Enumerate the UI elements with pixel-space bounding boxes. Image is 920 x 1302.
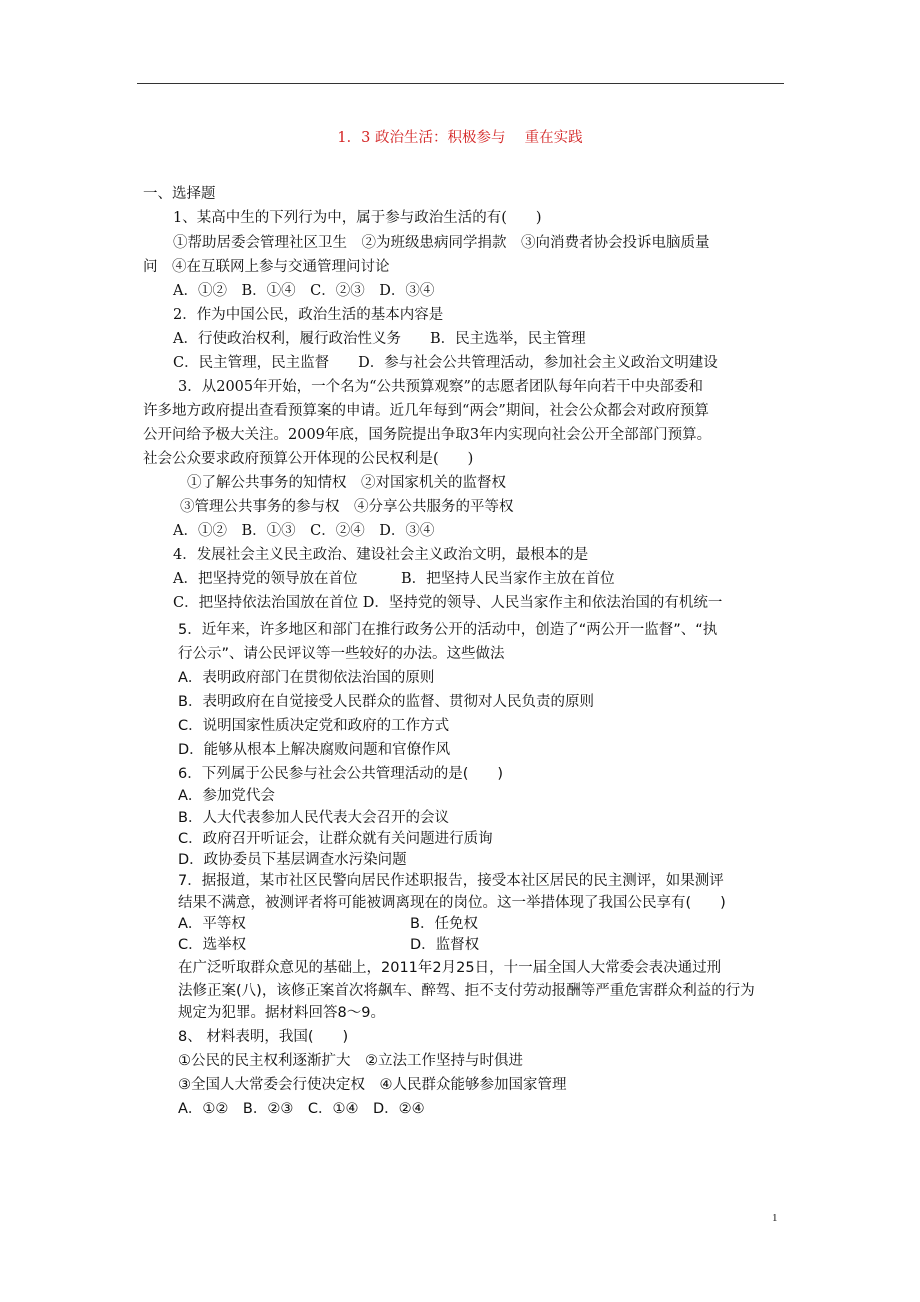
q3-line2: 许多地方政府提出查看预算案的申请。近几年每到“两会”期间，社会公众都会对政府预算 <box>143 403 709 419</box>
q3-line3: 公开问给予极大关注。2009年底，国务院提出争取3年内实现向社会公开全部部门预算。 <box>143 427 712 443</box>
q1-choices: A．①② B．①④ C．②③ D．③④ <box>173 283 435 299</box>
q8-options2: ③全国人大常委会行使决定权 ④人民群众能够参加国家管理 <box>178 1077 567 1093</box>
page-title: 1．3 政治生活：积极参与 重在实践 <box>337 130 583 146</box>
q5-line1: 5．近年来，许多地区和部门在推行政务公开的活动中，创造了“两公开一监督”、“执 <box>178 622 718 638</box>
q7-option-d: D．监督权 <box>410 937 480 953</box>
q3-line4: 社会公众要求政府预算公开体现的公民权利是( ) <box>143 451 474 467</box>
q7-option-b: B．任免权 <box>410 916 478 932</box>
q2-choices-ab: A．行使政治权利，履行政治性义务 B．民主选举，民主管理 <box>173 331 586 347</box>
material-line2: 法修正案(八)，该修正案首次将飙车、醉驾、拒不支付劳动报酬等严重危害群众利益的行为 <box>178 983 755 999</box>
header-rule <box>137 83 784 84</box>
material-line1: 在广泛听取群众意见的基础上，2011年2月25日，十一届全国人大常委会表决通过刑 <box>178 960 722 976</box>
section-heading: 一、选择题 <box>143 186 216 202</box>
q5-option-d: D．能够从根本上解决腐败问题和官僚作风 <box>178 742 451 758</box>
q8-choices: A．①② B．②③ C．①④ D．②④ <box>178 1101 425 1117</box>
q7-option-c: C．选举权 <box>178 937 247 953</box>
q4-stem: 4．发展社会主义民主政治、建设社会主义政治文明，最根本的是 <box>173 547 589 563</box>
page-number: 1 <box>772 1212 778 1224</box>
q8-stem: 8、 材料表明，我国( ) <box>178 1029 349 1045</box>
q6-stem: 6．下列属于公民参与社会公共管理活动的是( ) <box>178 766 504 782</box>
q5-option-c: C．说明国家性质决定党和政府的工作方式 <box>178 718 450 734</box>
q5-option-a: A．表明政府部门在贯彻依法治国的原则 <box>178 670 435 686</box>
q5-option-b: B．表明政府在自觉接受人民群众的监督、贯彻对人民负责的原则 <box>178 694 594 710</box>
q6-option-a: A．参加党代会 <box>178 788 275 804</box>
q6-option-c: C．政府召开听证会，让群众就有关问题进行质询 <box>178 831 493 847</box>
q3-choices: A．①② B．①③ C．②④ D．③④ <box>173 523 435 539</box>
q4-choices-ab: A．把坚持党的领导放在首位 B．把坚持人民当家作主放在首位 <box>173 571 615 587</box>
q4-choices-cd: C．把坚持依法治国放在首位 D．坚持党的领导、人民当家作主和依法治国的有机统一 <box>173 595 723 611</box>
q8-options1: ①公民的民主权利逐渐扩大 ②立法工作坚持与时俱进 <box>178 1053 523 1069</box>
q1-options-line1: ①帮助居委会管理社区卫生 ②为班级患病同学捐款 ③向消费者协会投诉电脑质量 <box>173 235 710 251</box>
q3-options2: ③管理公共事务的参与权 ④分享公共服务的平等权 <box>180 499 514 515</box>
q1-options-line2: 问 ④在互联网上参与交通管理问讨论 <box>143 259 390 275</box>
q7-line1: 7．据报道，某市社区民警向居民作述职报告，接受本社区居民的民主测评，如果测评 <box>178 873 724 889</box>
q6-option-b: B．人大代表参加人民代表大会召开的会议 <box>178 810 449 826</box>
material-line3: 规定为犯罪。据材料回答8～9。 <box>178 1005 385 1021</box>
q1-stem: 1、某高中生的下列行为中，属于参与政治生活的有( ) <box>173 210 542 226</box>
q6-option-d: D．政协委员下基层调查水污染问题 <box>178 852 407 868</box>
q5-line2: 行公示”、请公民评议等一些较好的办法。这些做法 <box>178 646 505 662</box>
q7-option-a: A．平等权 <box>178 916 246 932</box>
q3-options1: ①了解公共事务的知情权 ②对国家机关的监督权 <box>187 475 506 491</box>
q2-choices-cd: C．民主管理，民主监督 D．参与社会公共管理活动，参加社会主义政治文明建设 <box>173 355 718 371</box>
q7-line2: 结果不满意，被测评者将可能被调离现在的岗位。这一举措体现了我国公民享有( ) <box>178 895 726 911</box>
q2-stem: 2．作为中国公民，政治生活的基本内容是 <box>173 307 444 323</box>
q3-line1: 3．从2005年开始，一个名为“公共预算观察”的志愿者团队每年向若干中央部委和 <box>178 379 703 395</box>
